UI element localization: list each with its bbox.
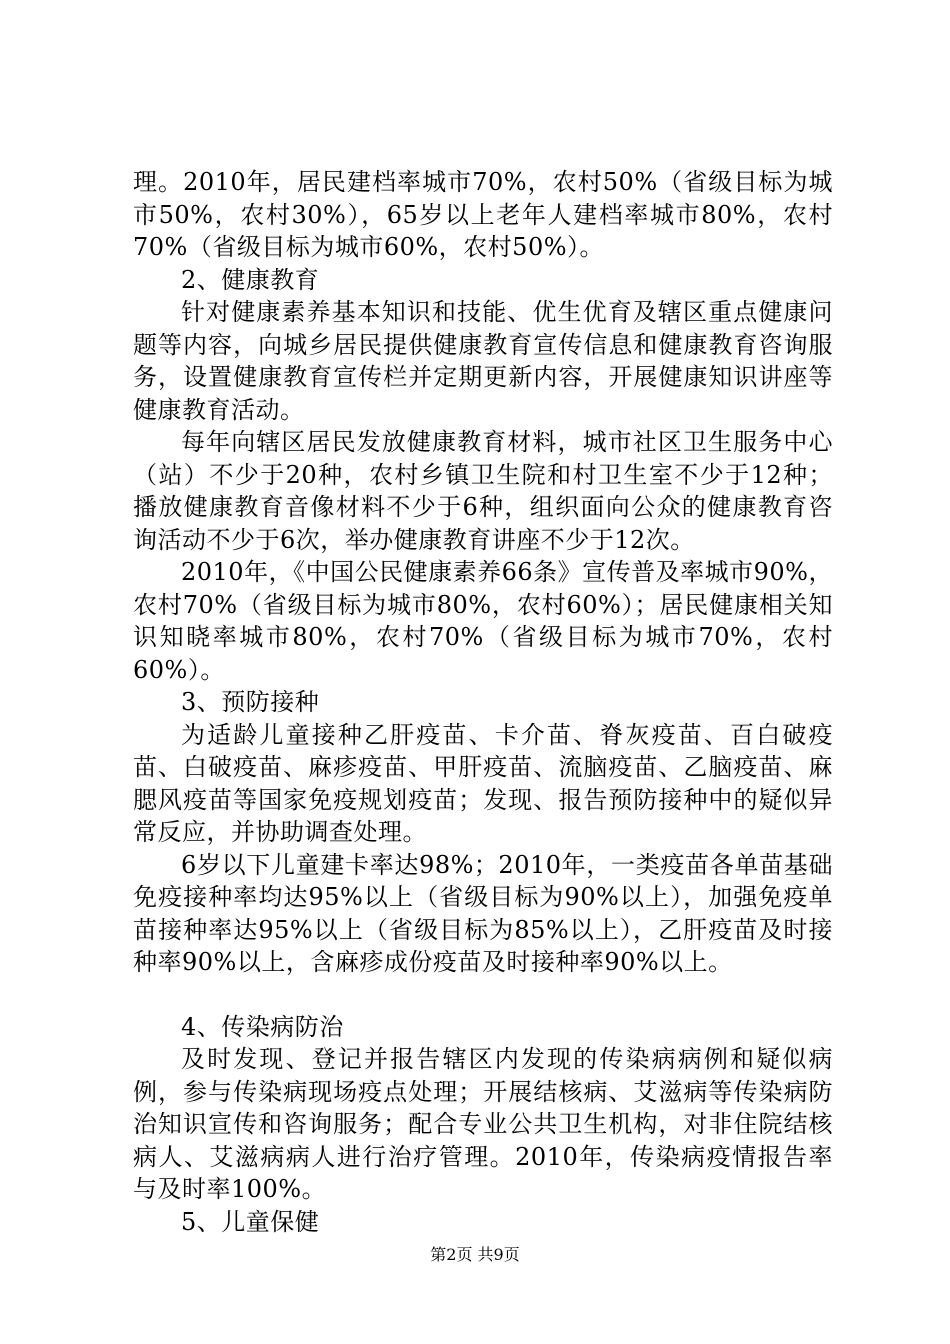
paragraph-vaccination-content: 为适龄儿童接种乙肝疫苗、卡介苗、脊灰疫苗、百白破疫苗、白破疫苗、麻疹疫苗、甲肝疫苗、流脑疫苗、乙脑疫苗、麻腮风疫苗等国家免疫规划疫苗；发现、报告预防接种中的疑似异常反应，并协助调查处理。	[133, 720, 833, 846]
paragraph-health-education-materials: 每年向辖区居民发放健康教育材料，城市社区卫生服务中心（站）不少于20种，农村乡镇卫生院和村卫生室不少于12种；播放健康教育音像材料不少于6种，组织面向公众的健康教育咨询活动不少于6次，举办健康教育讲座不少于12次。	[133, 428, 833, 554]
paragraph-health-literacy-rates: 2010年，《中国公民健康素养66条》宣传普及率城市90%，农村70%（省级目标为城市80%，农村60%）；居民健康相关知识知晓率城市80%，农村70%（省级目标为城市70%，农村60%）。	[133, 558, 833, 684]
section-heading-vaccination: 3、预防接种	[181, 688, 320, 716]
document-body	[133, 166, 833, 1238]
paragraph-record-rates: 理。2010年，居民建档率城市70%，农村50%（省级目标为城市50%，农村30%），65岁以上老年人建档率城市80%，农村70%（省级目标为城市60%，农村50%）。	[133, 168, 833, 261]
section-heading-infectious-disease: 4、传染病防治	[181, 1012, 344, 1041]
paragraph-gap	[133, 979, 833, 1011]
paragraph-vaccination-rates: 6岁以下儿童建卡率达98%；2010年，一类疫苗各单苗基础免疫接种率均达95%以上（省级目标为90%以上），加强免疫单苗接种率达95%以上（省级目标为85%以上），乙肝疫苗及时接种率90%以上，含麻疹成份疫苗及时接种率90%以上。	[133, 850, 833, 976]
paragraph-health-education-content: 针对健康素养基本知识和技能、优生优育及辖区重点健康问题等内容，向城乡居民提供健康教育宣传信息和健康教育咨询服务，设置健康教育宣传栏并定期更新内容，开展健康知识讲座等健康教育活动。	[133, 298, 833, 424]
page-footer: 第2页 共9页	[430, 1245, 520, 1264]
section-heading-health-education: 2、健康教育	[181, 265, 320, 294]
section-heading-child-health: 5、儿童保健	[181, 1207, 320, 1236]
paragraph-infectious-disease-content: 及时发现、登记并报告辖区内发现的传染病病例和疑似病例，参与传染病现场疫点处理；开展结核病、艾滋病等传染病防治知识宣传和咨询服务；配合专业公共卫生机构，对非住院结核病人、艾滋病病人进行治疗管理。2010年，传染病疫情报告率与及时率100%。	[133, 1045, 833, 1203]
